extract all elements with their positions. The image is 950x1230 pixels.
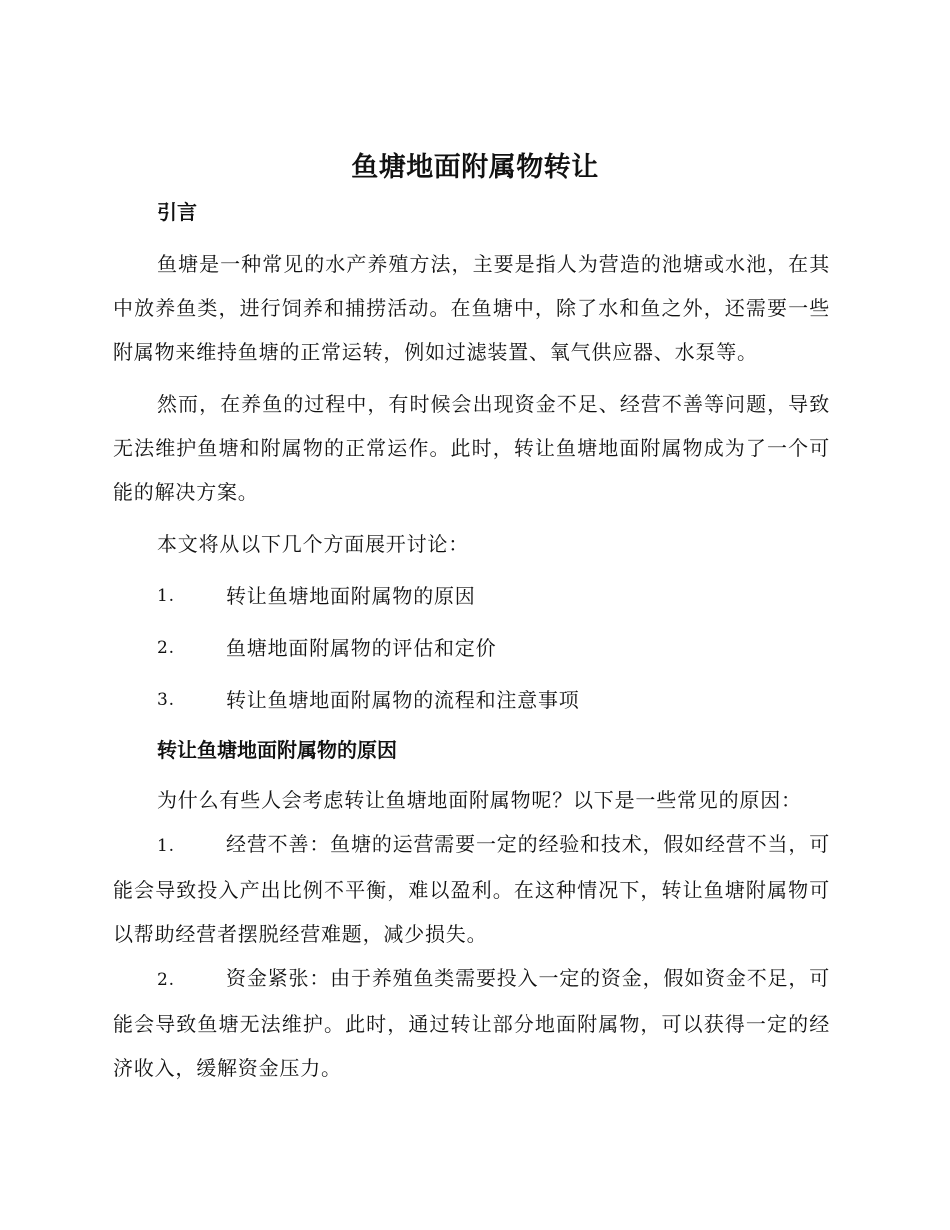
- list-text: 转让鱼塘地面附属物的原因: [226, 584, 476, 608]
- reasons-lead-paragraph: 为什么有些人会考虑转让鱼塘地面附属物呢？以下是一些常见的原因：: [157, 788, 802, 812]
- list-item: [113, 626, 830, 670]
- list-item: [113, 574, 830, 618]
- reason-item-2: [113, 956, 830, 1090]
- reason-text: 资金紧张：由于养殖鱼类需要投入一定的资金，假如资金不足，可能会导致鱼塘无法维护。此时，通过转让部分地面附属物，可以获得一定的经济收入，缓解资金压力。: [113, 966, 830, 1080]
- list-number: 3.: [157, 690, 175, 710]
- document-title: 鱼塘地面附属物转让: [351, 152, 599, 183]
- list-text: 转让鱼塘地面附属物的流程和注意事项: [226, 688, 580, 712]
- intro-paragraph-1: 鱼塘是一种常见的水产养殖方法，主要是指人为营造的池塘或水池，在其中放养鱼类，进行饲养和捕捞活动。在鱼塘中，除了水和鱼之外，还需要一些附属物来维持鱼塘的正常运转，例如过滤装置、氧气供应器、水泵等。: [113, 252, 830, 364]
- intro-paragraph-3: 本文将从以下几个方面展开讨论：: [157, 532, 469, 556]
- list-text: 鱼塘地面附属物的评估和定价: [226, 636, 497, 660]
- reason-text: 经营不善：鱼塘的运营需要一定的经验和技术，假如经营不当，可能会导致投入产出比例不平衡，难以盈利。在这种情况下，转让鱼塘附属物可以帮助经营者摆脱经营难题，减少损失。: [113, 832, 830, 946]
- section-heading-intro: 引言: [157, 200, 197, 224]
- document-body: [113, 192, 830, 1090]
- reason-number: 2.: [157, 970, 175, 990]
- section-heading-reasons: 转让鱼塘地面附属物的原因: [157, 738, 397, 762]
- list-number: 2.: [157, 638, 175, 658]
- reason-item-1: [113, 822, 830, 956]
- list-number: 1.: [157, 586, 175, 606]
- intro-paragraph-2: 然而，在养鱼的过程中，有时候会出现资金不足、经营不善等问题，导致无法维护鱼塘和附属物的正常运作。此时，转让鱼塘地面附属物成为了一个可能的解决方案。: [113, 392, 830, 504]
- list-item: [113, 678, 830, 722]
- reason-number: 1.: [157, 836, 175, 856]
